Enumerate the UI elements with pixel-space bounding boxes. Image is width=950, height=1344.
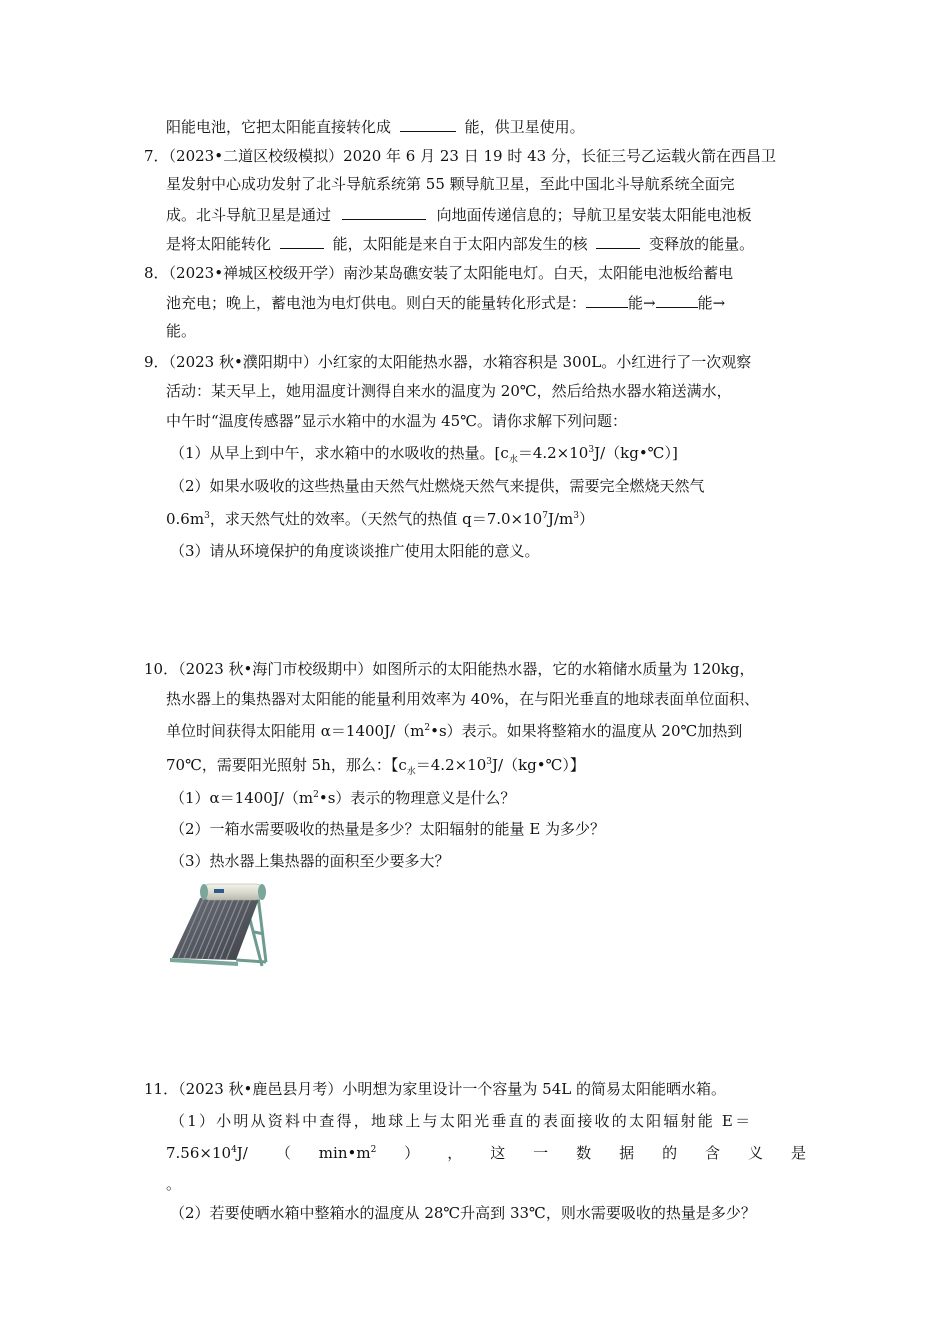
q10-s3-text: （3）热水器上集热器的面积至少要多大？ bbox=[170, 852, 450, 870]
q10-s1-text-b: •s）表示的物理意义是什么？ bbox=[318, 789, 516, 807]
q7-line-2 bbox=[166, 173, 735, 195]
q9-subquestion-3 bbox=[170, 540, 540, 562]
q8-line-1 bbox=[144, 262, 733, 284]
q11-s1-text-a: （1）小明从资料中查得，地球上与太阳光垂直的表面接收的太阳辐射能 E＝ bbox=[170, 1112, 753, 1130]
q9-s2-text-b3: J/m bbox=[547, 510, 574, 528]
q10-subquestion-2 bbox=[170, 818, 605, 840]
q7-blank-1 bbox=[342, 203, 426, 220]
q6-blank bbox=[400, 115, 456, 132]
q7-line-1 bbox=[144, 145, 776, 167]
q7-text-4c: 变释放的能量。 bbox=[649, 235, 755, 253]
q10-s2-text: （2）一箱水需要吸收的热量是多少？太阳辐射的能量 E 为多少？ bbox=[170, 820, 606, 838]
q11-s1-value-num: 7.56×10 bbox=[166, 1144, 232, 1162]
q11-s1-char: 是 bbox=[790, 1144, 806, 1162]
q11-subquestion-2 bbox=[170, 1202, 756, 1224]
q9-s2-text-a: （2）如果水吸收的这些热量由天然气灶燃烧天然气来提供，需要完全燃烧天然气 bbox=[170, 477, 705, 495]
q6-continuation bbox=[166, 115, 585, 137]
q10-s1-text-a: （1）α＝1400J/（m bbox=[170, 789, 314, 807]
q9-line-2 bbox=[166, 380, 732, 402]
q11-s1-min-text: min•m bbox=[318, 1144, 371, 1162]
q11-line-1 bbox=[144, 1078, 726, 1100]
q10-text-1: （2023 秋•海门市校级期中）如图所示的太阳能热水器，它的水箱储水质量为 120kg， bbox=[178, 660, 755, 678]
q9-s2-text-b4: ） bbox=[578, 510, 594, 528]
q6-text-a: 阳能电池，它把太阳能直接转化成 bbox=[166, 118, 392, 136]
q11-s1-comma: ， bbox=[447, 1144, 463, 1162]
q11-s1-paren-open: （ bbox=[275, 1144, 291, 1162]
q11-s1-char: 义 bbox=[748, 1144, 764, 1162]
q11-s1-min bbox=[319, 1142, 377, 1164]
q9-s2-sup-3: 3 bbox=[573, 511, 579, 521]
q7-text-1: （2023•二道区校级模拟）2020 年 6 月 23 日 19 时 43 分，长征三号乙运载火箭在西昌卫 bbox=[168, 147, 776, 165]
q10-text-3a: 单位时间获得太阳能用 α＝1400J/（m bbox=[166, 722, 425, 740]
q7-text-2: 星发射中心成功发射了北斗导航系统第 55 颗导航卫星，至此中国北斗导航系统全面完 bbox=[166, 175, 735, 193]
q9-s1-text-a: （1）从早上到中午，求水箱中的水吸收的热量。[c bbox=[170, 444, 509, 462]
q10-line-2 bbox=[166, 688, 759, 710]
q7-number: 7． bbox=[144, 147, 169, 165]
q9-s3-text: （3）请从环境保护的角度谈谈推广使用太阳能的意义。 bbox=[170, 542, 540, 560]
q9-s2-text-b1: 0.6m bbox=[166, 510, 205, 528]
q9-s2-text-b2: ，求天然气灶的效率。（天然气的热值 q＝7.0×10 bbox=[209, 510, 543, 528]
q10-line-4 bbox=[166, 754, 585, 776]
q6-text-b: 能，供卫星使用。 bbox=[464, 118, 585, 136]
q7-text-3b: 向地面传递信息的；导航卫星安装太阳能电池板 bbox=[436, 206, 752, 224]
q8-text-2b: 能→ bbox=[628, 294, 656, 312]
q10-number: 10． bbox=[144, 660, 179, 678]
q11-number: 11． bbox=[144, 1080, 179, 1098]
q10-text-2: 热水器上的集热器对太阳能的能量利用效率为 40%，在与阳光垂直的地球表面单位面积、 bbox=[166, 690, 760, 708]
q10-sup-3: 2 bbox=[424, 723, 431, 733]
q9-s1-text-c: J/（kg•℃）] bbox=[594, 444, 678, 462]
q11-s1-value-sup: 4 bbox=[231, 1145, 237, 1155]
q9-subquestion-2-cont bbox=[166, 508, 594, 530]
q9-s2-sup-2: 7 bbox=[542, 511, 548, 521]
q11-s1-char: 含 bbox=[705, 1144, 721, 1162]
q8-text-1: （2023•禅城区校级开学）南沙某岛礁安装了太阳能电灯。白天，太阳能电池板给蓄电 bbox=[168, 264, 734, 282]
solar-water-heater-image bbox=[166, 882, 274, 972]
q11-s1-min-sup: 2 bbox=[370, 1145, 377, 1155]
q11-s1-char: 这 bbox=[490, 1144, 506, 1162]
q7-line-4 bbox=[166, 232, 754, 254]
q9-subquestion-2 bbox=[170, 475, 705, 497]
q9-line-1 bbox=[144, 351, 751, 373]
q11-text-1: （2023 秋•鹿邑县月考）小明想为家里设计一个容量为 54L 的简易太阳能晒水箱。 bbox=[178, 1080, 726, 1098]
q11-s1-char: 据 bbox=[619, 1144, 635, 1162]
q7-line-3 bbox=[166, 203, 752, 225]
q9-line-3 bbox=[166, 410, 627, 432]
q11-subquestion-1 bbox=[170, 1110, 810, 1132]
q9-s2-sup-1: 3 bbox=[204, 511, 210, 521]
q11-s1-value-unit: J/ bbox=[236, 1144, 248, 1162]
q11-s1-end: 。 bbox=[166, 1175, 182, 1193]
q10-text-4c: J/（kg•℃）】 bbox=[492, 756, 585, 774]
q9-number: 9． bbox=[144, 353, 169, 371]
q10-subquestion-1 bbox=[170, 787, 515, 809]
q8-line-3 bbox=[166, 320, 196, 342]
q7-blank-3 bbox=[596, 232, 640, 249]
q11-s1-char: 数 bbox=[576, 1144, 592, 1162]
q9-text-3: 中午时“温度传感器”显示水箱中的水温为 45℃。请你求解下列问题： bbox=[166, 412, 627, 430]
q10-text-4b: ＝4.2×10 bbox=[415, 756, 487, 774]
q8-text-3: 能。 bbox=[166, 322, 197, 340]
q8-number: 8． bbox=[144, 264, 169, 282]
q9-s1-subscript: 水 bbox=[508, 455, 518, 465]
q8-blank-2 bbox=[656, 291, 698, 308]
q11-subquestion-1-cont bbox=[166, 1142, 806, 1164]
q9-text-2: 活动：某天早上，她用温度计测得自来水的温度为 20℃，然后给热水器水箱送满水， bbox=[166, 382, 732, 400]
q11-s1-char: 一 bbox=[533, 1144, 549, 1162]
q7-blank-2 bbox=[280, 232, 324, 249]
q10-subquestion-3 bbox=[170, 850, 450, 872]
q8-text-2a: 池充电；晚上，蓄电池为电灯供电。则白天的能量转化形式是： bbox=[166, 294, 587, 312]
q10-text-3b: •s）表示。如果将整箱水的温度从 20℃加热到 bbox=[430, 722, 743, 740]
q11-s1-char: 的 bbox=[662, 1144, 678, 1162]
q10-line-1 bbox=[144, 658, 754, 680]
q9-subquestion-1 bbox=[170, 442, 678, 464]
q9-s1-superscript: 3 bbox=[588, 445, 595, 455]
q8-blank-1 bbox=[586, 291, 628, 308]
q10-sub-4: 水 bbox=[406, 767, 416, 777]
q10-line-3 bbox=[166, 720, 742, 742]
q11-s1-paren-close: ） bbox=[404, 1144, 420, 1162]
q8-text-2c: 能→ bbox=[697, 294, 726, 312]
q11-s2-text: （2）若要使晒水箱中整箱水的温度从 28℃升高到 33℃，则水需要吸收的热量是多少？ bbox=[170, 1204, 756, 1222]
q10-text-4a: 70℃，需要阳光照射 5h，那么：【c bbox=[166, 756, 407, 774]
q9-s1-text-b: ＝4.2×10 bbox=[517, 444, 589, 462]
q8-line-2 bbox=[166, 291, 725, 313]
q9-text-1: （2023 秋•濮阳期中）小红家的太阳能热水器，水箱容积是 300L。小红进行了一次观察 bbox=[168, 353, 752, 371]
q11-s1-value bbox=[166, 1142, 248, 1164]
q10-s1-sup: 2 bbox=[313, 790, 319, 800]
q7-text-4b: 能，太阳能是来自于太阳内部发生的核 bbox=[332, 235, 588, 253]
q10-sup-4: 3 bbox=[486, 757, 493, 767]
q7-text-3a: 成。北斗导航卫星是通过 bbox=[166, 206, 332, 224]
q7-text-4a: 是将太阳能转化 bbox=[166, 235, 272, 253]
q11-subquestion-1-end bbox=[166, 1173, 181, 1195]
